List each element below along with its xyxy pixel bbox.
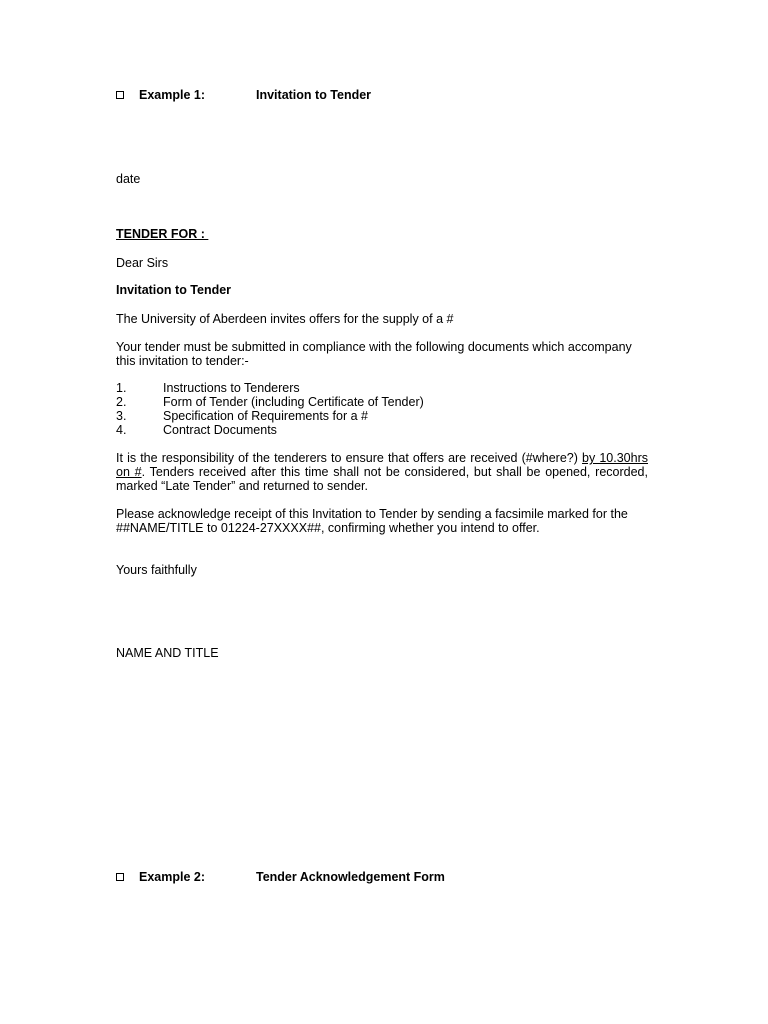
- list-item-text: Contract Documents: [163, 423, 277, 437]
- closing-line: Yours faithfully: [116, 563, 197, 577]
- signature-block: NAME AND TITLE: [116, 646, 219, 660]
- list-item: [116, 409, 616, 423]
- list-item-text: Specification of Requirements for a #: [163, 409, 368, 423]
- list-item-number: 1.: [116, 381, 127, 395]
- date-line: date: [116, 172, 141, 186]
- letter-subject: Invitation to Tender: [116, 283, 232, 297]
- compliance-paragraph: Your tender must be submitted in compliance with the following documents which accompany this invitation to tender:-: [116, 340, 632, 368]
- intro-paragraph: The University of Aberdeen invites offers for the supply of a #: [116, 312, 454, 326]
- acknowledge-paragraph: Please acknowledge receipt of this Invitation to Tender by sending a facsimile marked for the ##NAME/TITLE to 01224-27XXXX##, confirming whether you intend to offer.: [116, 507, 628, 535]
- list-item-number: 4.: [116, 423, 127, 437]
- responsibility-text-end: . Tenders received after this time shall not be considered, but shall be opened, recorded, marked “Late Tender” and returned to sender.: [116, 465, 648, 493]
- documents-list: [116, 381, 616, 437]
- example-2-label: Example 2:: [139, 870, 206, 884]
- list-item-number: 3.: [116, 409, 127, 423]
- list-item-number: 2.: [116, 395, 127, 409]
- responsibility-text-start: It is the responsibility of the tenderers to ensure that offers are received (#where?): [116, 451, 583, 465]
- example-1-label: Example 1:: [139, 88, 206, 102]
- square-bullet-icon: [116, 91, 124, 99]
- tender-for-heading: TENDER FOR :: [116, 227, 209, 241]
- square-bullet-icon: [116, 873, 124, 881]
- example-1-title: Invitation to Tender: [256, 88, 372, 102]
- list-item: [116, 423, 616, 437]
- list-item-text: Form of Tender (including Certificate of Tender): [163, 395, 424, 409]
- deadline-text: by 10.30hrs on #: [116, 451, 648, 479]
- list-item: [116, 381, 616, 395]
- responsibility-paragraph: [116, 451, 648, 493]
- example-2-title: Tender Acknowledgement Form: [256, 870, 445, 884]
- greeting: Dear Sirs: [116, 256, 169, 270]
- list-item: [116, 395, 616, 409]
- list-item-text: Instructions to Tenderers: [163, 381, 300, 395]
